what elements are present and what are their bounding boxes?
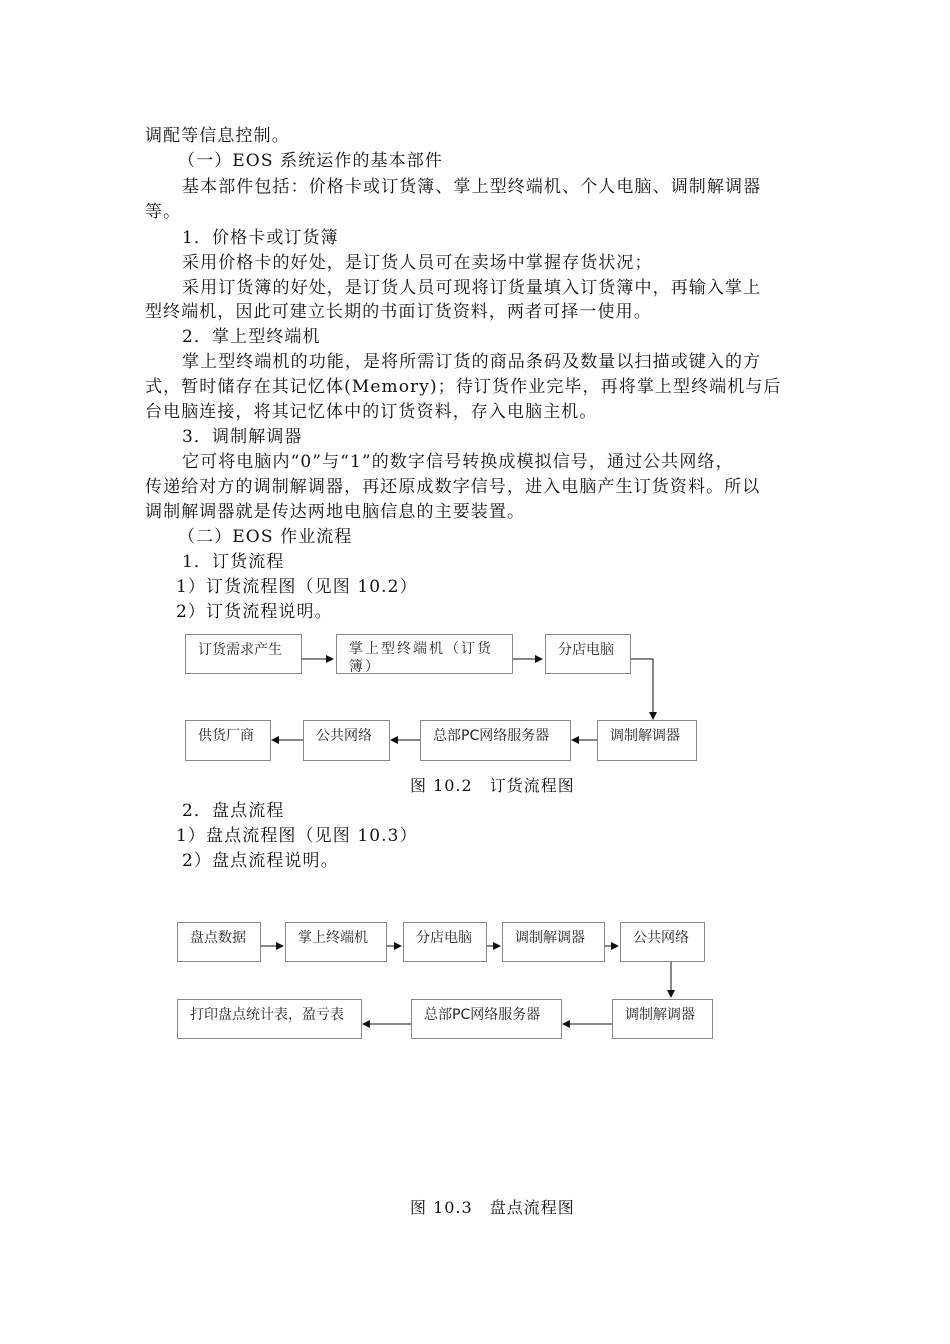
text-line: 采用订货簿的好处，是订货人员可现将订货量填入订货簿中，再输入掌上 [182,278,762,298]
subheading: 1．价格卡或订货簿 [182,228,339,248]
flow-box-print-report: 打印盘点统计表，盈亏表 [177,999,362,1039]
flow-box-public-network: 公共网络 [620,922,705,962]
text-line: 式，暂时储存在其记忆体(Memory)；待订货作业完毕，再将掌上型终端机与后 [145,377,782,397]
flow-box-modem: 调制解调器 [502,922,605,962]
flow-box-modem: 调制解调器 [597,720,697,761]
subheading: 1．订货流程 [182,552,285,572]
figure-caption: 图 10.2 订货流程图 [410,776,575,795]
text-line: 2）盘点流程说明。 [182,851,339,871]
flow-box-modem-2: 调制解调器 [612,999,713,1039]
flow-box-handheld-terminal: 掌上终端机 [285,922,387,962]
text-line: 传递给对方的调制解调器，再还原成数字信号，进入电脑产生订货资料。所以 [145,477,761,497]
text-line: 调配等信息控制。 [145,126,290,146]
flow-box-branch-computer: 分店电脑 [403,922,487,962]
text-line: 型终端机，因此可建立长期的书面订货资料，两者可择一使用。 [145,302,652,322]
subheading: 2．盘点流程 [182,801,285,821]
text-line: 等。 [145,202,182,222]
section-heading: （二）EOS 作业流程 [178,527,353,547]
section-heading: （一）EOS 系统运作的基本部件 [178,151,443,171]
text-line: 调制解调器就是传达两地电脑信息的主要装置。 [145,502,526,522]
subheading: 3．调制解调器 [182,427,303,447]
flow-box-inventory-data: 盘点数据 [177,922,261,962]
flow-box-public-network: 公共网络 [303,720,390,761]
flow-box-handheld-terminal: 掌上型终端机（订货簿） [336,634,513,674]
subheading: 2．掌上型终端机 [182,327,321,347]
text-line: 它可将电脑内“0”与“1”的数字信号转换成模拟信号，通过公共网络， [182,452,734,472]
text-line: 台电脑连接，将其记忆体中的订货资料，存入电脑主机。 [145,402,598,422]
text-line: 采用价格卡的好处，是订货人员可在卖场中掌握存货状况； [182,253,653,273]
flow-box-hq-server: 总部PC网络服务器 [420,720,571,761]
flow-box-supplier: 供货厂商 [185,720,271,761]
flow-box-branch-computer: 分店电脑 [545,634,631,674]
text-line: 2）订货流程说明。 [176,602,333,622]
flow-box-hq-server: 总部PC网络服务器 [411,999,562,1039]
figure-caption: 图 10.3 盘点流程图 [410,1198,575,1217]
text-line: 基本部件包括：价格卡或订货簿、掌上型终端机、个人电脑、调制解调器 [182,177,762,197]
text-line: 掌上型终端机的功能，是将所需订货的商品条码及数量以扫描或键入的方 [182,352,762,372]
text-line: 1）盘点流程图（见图 10.3） [176,826,418,846]
text-line: 1）订货流程图（见图 10.2） [176,577,418,597]
flow-box-order-demand: 订货需求产生 [185,634,302,674]
